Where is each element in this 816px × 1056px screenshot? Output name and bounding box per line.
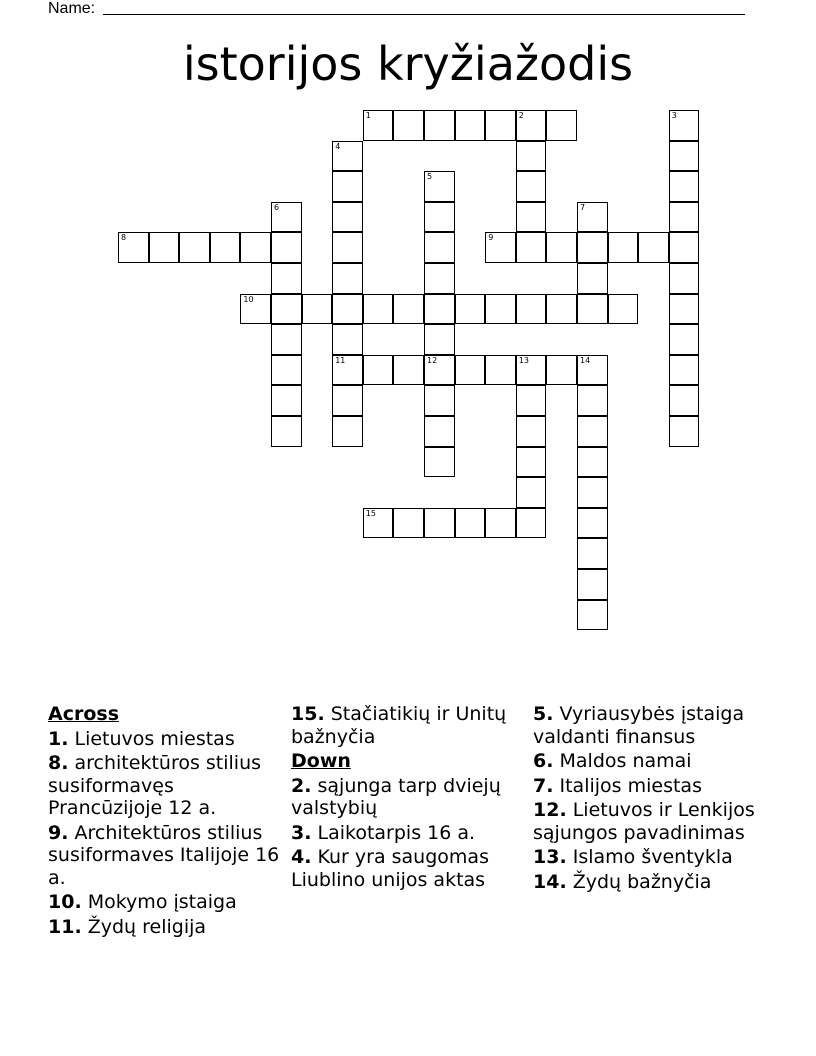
cell-number: 1	[365, 111, 371, 120]
grid-cell[interactable]	[577, 508, 608, 539]
grid-cell[interactable]	[240, 232, 271, 263]
cell-number: 13	[518, 355, 529, 365]
grid-cell[interactable]	[608, 294, 639, 325]
grid-cell[interactable]	[546, 355, 577, 386]
grid-cell[interactable]	[179, 232, 210, 263]
clue-text: Lietuvos ir Lenkijos sąjungos pavadinimas	[533, 799, 755, 844]
grid-cell[interactable]	[577, 600, 608, 631]
grid-cell[interactable]	[485, 355, 516, 386]
grid-cell[interactable]	[424, 232, 455, 263]
across-heading: Across	[48, 703, 120, 725]
grid-cell[interactable]	[332, 141, 363, 172]
clue-number: 15.	[291, 703, 325, 725]
clue-across-8	[48, 752, 288, 820]
grid-cell[interactable]	[393, 355, 424, 386]
grid-cell[interactable]	[332, 263, 363, 294]
clue-down-3	[291, 822, 531, 845]
cell-number: 7	[580, 202, 586, 212]
grid-cell[interactable]	[669, 232, 700, 263]
grid-cell[interactable]	[149, 232, 180, 263]
clue-number: 7.	[533, 774, 554, 797]
clue-number: 4.	[291, 846, 312, 868]
clues-column-1	[48, 703, 288, 940]
cell-number: 5	[427, 172, 433, 182]
grid-cell[interactable]	[332, 232, 363, 263]
clue-text: Kur yra saugomas Liublino unijos aktas	[291, 846, 489, 891]
clue-text: Vyriausybės įstaiga valdanti finansus	[533, 703, 745, 748]
grid-cell[interactable]	[332, 324, 363, 355]
grid-cell[interactable]	[240, 294, 271, 325]
grid-cell[interactable]	[669, 416, 700, 447]
clue-text: Islamo šventykla	[572, 846, 733, 868]
grid-cell[interactable]	[455, 355, 486, 386]
grid-cell[interactable]	[516, 447, 547, 478]
clue-down-4	[291, 846, 531, 891]
grid-cell[interactable]	[271, 294, 302, 325]
grid-cell[interactable]	[577, 416, 608, 447]
clue-text: Žydų religija	[87, 915, 207, 938]
clue-across-15	[291, 703, 531, 748]
cell-number: 6	[274, 202, 280, 212]
clue-text: Maldos namai	[559, 750, 692, 772]
clue-down-7	[533, 775, 773, 798]
grid-cell[interactable]	[669, 171, 700, 202]
grid-cell[interactable]	[424, 355, 455, 386]
grid-cell[interactable]	[516, 232, 547, 263]
cell-number: 10	[243, 294, 254, 304]
grid-cell[interactable]	[669, 324, 700, 355]
grid-cell[interactable]	[424, 202, 455, 233]
clue-number: 13.	[533, 846, 567, 868]
grid-cell[interactable]	[455, 508, 486, 539]
clue-number: 9.	[48, 821, 69, 844]
clue-down-12	[533, 799, 773, 844]
clue-text: Architektūros stilius susiformaves Italijoje 16 a.	[48, 821, 280, 889]
grid-cell[interactable]	[302, 294, 333, 325]
grid-cell[interactable]	[363, 294, 394, 325]
grid-cell[interactable]	[485, 110, 516, 141]
grid-cell[interactable]	[393, 110, 424, 141]
cell-number: 8	[121, 233, 127, 243]
clue-number: 12.	[533, 799, 567, 821]
cell-number: 4	[335, 141, 341, 151]
cell-number: 14	[580, 355, 591, 365]
grid-cell[interactable]	[669, 355, 700, 386]
clue-number: 8.	[48, 752, 69, 774]
grid-cell[interactable]	[271, 355, 302, 386]
down-heading: Down	[291, 750, 351, 772]
grid-cell[interactable]	[393, 294, 424, 325]
clue-text: Žydų bažnyčia	[572, 870, 712, 893]
grid-cell[interactable]	[332, 355, 363, 386]
grid-cell[interactable]	[577, 538, 608, 569]
cell-number: 15	[365, 508, 376, 518]
clue-down-6	[533, 750, 773, 773]
grid-cell[interactable]	[485, 232, 516, 263]
grid-cell[interactable]	[332, 385, 363, 416]
cell-number: 2	[518, 111, 524, 120]
cell-number: 12	[427, 355, 438, 365]
clue-across-11	[48, 916, 288, 939]
grid-cell[interactable]	[516, 141, 547, 172]
grid-cell[interactable]	[669, 263, 700, 294]
grid-cell[interactable]	[271, 232, 302, 263]
name-label: Name:	[48, 0, 96, 17]
grid-cell[interactable]	[332, 202, 363, 233]
grid-cell[interactable]	[516, 110, 547, 141]
grid-cell[interactable]	[546, 232, 577, 263]
grid-cell[interactable]	[332, 294, 363, 325]
grid-cell[interactable]	[546, 294, 577, 325]
grid-cell[interactable]	[455, 294, 486, 325]
clue-down-13	[533, 846, 773, 869]
clue-across-10	[48, 891, 288, 914]
clue-text: sąjunga tarp dviejų valstybių	[291, 774, 501, 819]
grid-cell[interactable]	[363, 508, 394, 539]
grid-cell[interactable]	[577, 447, 608, 478]
clue-text: Mokymo įstaiga	[87, 891, 237, 913]
clue-across-1	[48, 728, 288, 751]
page-title: istorijos kryžiažodis	[182, 37, 634, 91]
grid-cell[interactable]	[669, 110, 700, 141]
cell-number: 11	[335, 355, 346, 365]
clue-number: 1.	[48, 727, 69, 750]
clue-down-14	[533, 871, 773, 894]
grid-cell[interactable]	[271, 263, 302, 294]
grid-cell[interactable]	[577, 355, 608, 386]
grid-cell[interactable]	[516, 477, 547, 508]
grid-cell[interactable]	[455, 110, 486, 141]
grid-cell[interactable]	[332, 171, 363, 202]
grid-cell[interactable]	[516, 355, 547, 386]
clue-down-5	[533, 703, 773, 748]
grid-cell[interactable]	[485, 294, 516, 325]
grid-cell[interactable]	[669, 141, 700, 172]
grid-cell[interactable]	[424, 385, 455, 416]
grid-cell[interactable]	[577, 294, 608, 325]
grid-cell[interactable]	[424, 447, 455, 478]
clue-text: Laikotarpis 16 a.	[317, 821, 476, 844]
clue-text: Stačiatikių ir Unitų bažnyčia	[291, 703, 507, 748]
clues-column-2	[291, 703, 531, 893]
grid-cell[interactable]	[546, 110, 577, 141]
grid-cell[interactable]	[516, 508, 547, 539]
grid-cell[interactable]	[577, 263, 608, 294]
grid-cell[interactable]	[669, 202, 700, 233]
clue-number: 11.	[48, 915, 82, 938]
grid-cell[interactable]	[669, 385, 700, 416]
grid-cell[interactable]	[577, 569, 608, 600]
clue-number: 5.	[533, 703, 554, 725]
clue-number: 3.	[291, 821, 312, 844]
grid-cell[interactable]	[363, 355, 394, 386]
grid-cell[interactable]	[485, 508, 516, 539]
clue-text: Italijos miestas	[559, 774, 702, 797]
grid-cell[interactable]	[669, 294, 700, 325]
grid-cell[interactable]	[516, 171, 547, 202]
grid-cell[interactable]	[271, 202, 302, 233]
clue-text: architektūros stilius susiformavęs Prancūzijoje 12 a.	[48, 752, 262, 819]
grid-cell[interactable]	[271, 324, 302, 355]
grid-cell[interactable]	[424, 508, 455, 539]
grid-cell[interactable]	[577, 385, 608, 416]
grid-cell[interactable]	[424, 294, 455, 325]
grid-cell[interactable]	[516, 294, 547, 325]
grid-cell[interactable]	[638, 232, 669, 263]
grid-cell[interactable]	[332, 416, 363, 447]
grid-cell[interactable]	[118, 232, 149, 263]
clue-number: 6.	[533, 750, 554, 772]
grid-cell[interactable]	[608, 232, 639, 263]
grid-cell[interactable]	[577, 232, 608, 263]
grid-cell[interactable]	[577, 477, 608, 508]
cell-number: 9	[488, 233, 494, 243]
clue-number: 10.	[48, 891, 82, 913]
grid-cell[interactable]	[424, 263, 455, 294]
grid-cell[interactable]	[516, 202, 547, 233]
grid-cell[interactable]	[271, 385, 302, 416]
clue-text: Lietuvos miestas	[74, 727, 235, 750]
grid-cell[interactable]	[210, 232, 241, 263]
grid-cell[interactable]	[424, 171, 455, 202]
grid-cell[interactable]	[363, 110, 394, 141]
grid-cell[interactable]	[393, 508, 424, 539]
grid-cell[interactable]	[516, 385, 547, 416]
grid-cell[interactable]	[516, 416, 547, 447]
grid-cell[interactable]	[424, 324, 455, 355]
grid-cell[interactable]	[577, 202, 608, 233]
grid-cell[interactable]	[271, 416, 302, 447]
clue-number: 14.	[533, 870, 567, 893]
grid-cell[interactable]	[424, 416, 455, 447]
clue-across-9	[48, 822, 288, 890]
clue-number: 2.	[291, 774, 312, 797]
grid-cell[interactable]	[424, 110, 455, 141]
clues-column-3	[533, 703, 773, 895]
clue-down-2	[291, 775, 531, 820]
cell-number: 3	[671, 111, 677, 120]
